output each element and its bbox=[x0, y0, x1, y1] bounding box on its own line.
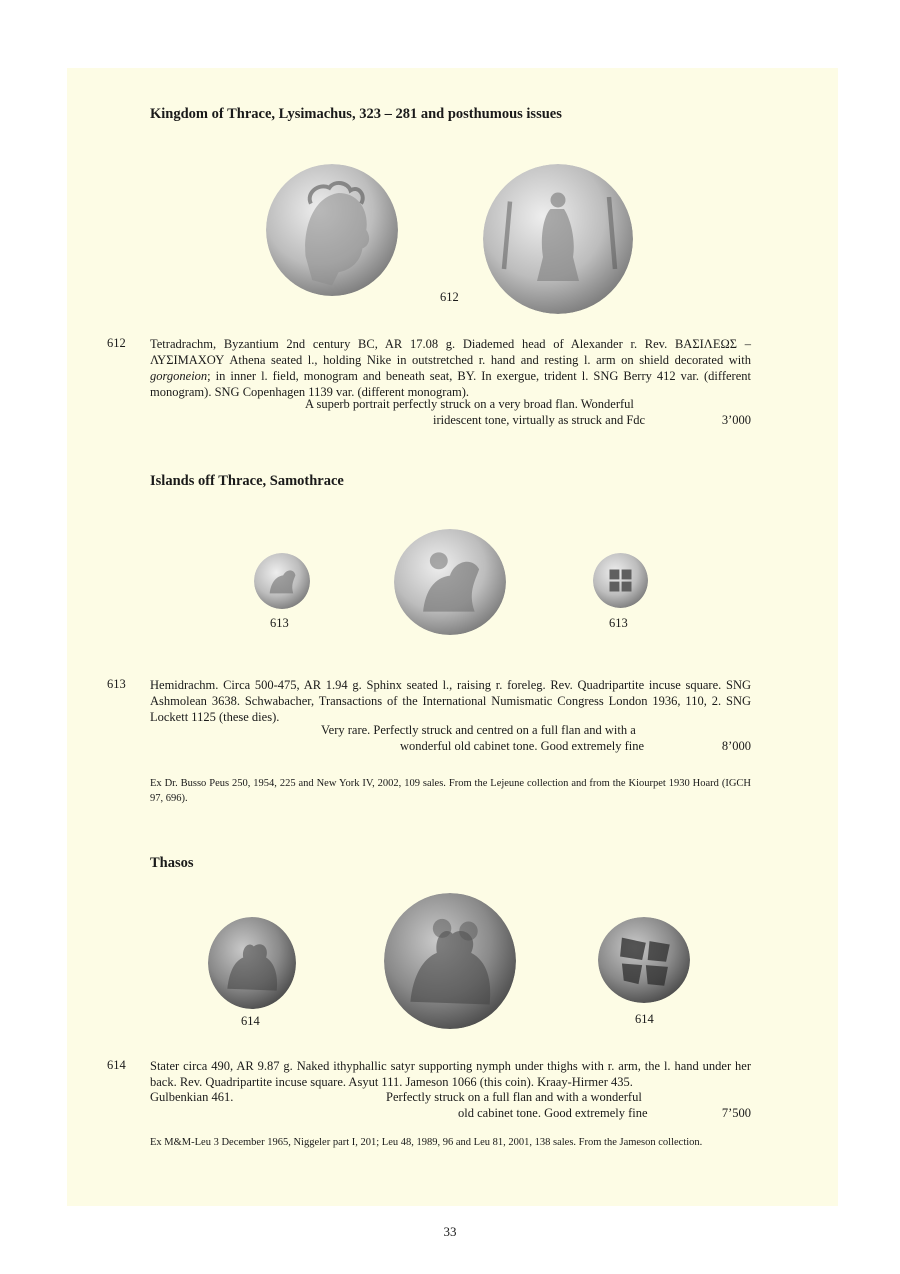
coin-614-obverse-enlarged-image bbox=[384, 893, 516, 1029]
lot-comment-line: wonderful old cabinet tone. Good extremely fine bbox=[400, 739, 645, 753]
image-caption: 614 bbox=[635, 1012, 654, 1026]
lot-comment-line: Perfectly struck on a full flan and with a wonderful bbox=[386, 1090, 642, 1104]
lot-provenance-note: Ex Dr. Busso Peus 250, 1954, 225 and New York IV, 2002, 109 sales. From the Lejeune collection and from the Kiourpet 1930 Hoard (IGCH 97, 696). bbox=[150, 778, 751, 804]
coin-613-reverse-image bbox=[593, 553, 648, 608]
coin-613-obverse-small-image bbox=[254, 553, 310, 609]
section-heading-thasos: Thasos bbox=[150, 855, 194, 871]
lot-estimate-price: 3’000 bbox=[721, 413, 751, 427]
coin-613-obverse-enlarged-image bbox=[394, 529, 506, 635]
catalogue-panel bbox=[67, 68, 838, 1206]
lot-comment-line: A superb portrait perfectly struck on a very broad flan. Wonderful bbox=[305, 397, 634, 411]
lot-comment-line: Very rare. Perfectly struck and centred on a full flan and with a bbox=[321, 723, 636, 737]
lot-provenance-note: Ex M&M-Leu 3 December 1965, Niggeler part I, 201; Leu 48, 1989, 96 and Leu 81, 2001, 138 sales. From the Jameson collection. bbox=[150, 1137, 703, 1148]
section-heading-lysimachus: Kingdom of Thrace, Lysimachus, 323 – 281 and posthumous issues bbox=[150, 106, 562, 122]
lot-description: Hemidrachm. Circa 500-475, AR 1.94 g. Sphinx seated l., raising r. foreleg. Rev. Quadripartite incuse square. SNG Ashmolean 3638. Schwabacher, Transactions of the International Numismatic Congress London 1936, 110, 2. SNG Lockett 1125 (these dies). bbox=[150, 678, 751, 724]
section-heading-samothrace: Islands off Thrace, Samothrace bbox=[150, 473, 344, 489]
page-number: 33 bbox=[443, 1224, 457, 1239]
lot-estimate-price: 7’500 bbox=[721, 1106, 751, 1120]
lot-number: 613 bbox=[107, 677, 126, 691]
image-caption: 613 bbox=[270, 616, 289, 630]
image-caption: 612 bbox=[440, 290, 459, 304]
image-caption: 613 bbox=[609, 616, 628, 630]
lot-number: 614 bbox=[107, 1058, 126, 1072]
coin-614-reverse-image bbox=[598, 917, 690, 1003]
image-caption: 614 bbox=[241, 1014, 260, 1028]
lot-description: Tetradrachm, Byzantium 2nd century BC, AR 17.08 g. Diademed head of Alexander r. Rev. ΒΑΣΙΛΕΩΣ – ΛΥΣΙΜΑΧΟΥ Athena seated l., holding Nike in outstretched r. hand and resting l. arm on shield decorated with gorgoneion; in inner l. field, monogram and beneath seat, BY. In exergue, trident l. SNG Berry 412 var. (different monogram). SNG Copenhagen 1139 var. (different monogram). bbox=[150, 337, 751, 399]
lot-number: 612 bbox=[107, 336, 126, 350]
lot-comment-line: old cabinet tone. Good extremely fine bbox=[458, 1106, 648, 1120]
coin-612-reverse-image bbox=[483, 164, 633, 314]
coin-612-obverse-image bbox=[266, 164, 398, 296]
lot-estimate-price: 8’000 bbox=[721, 739, 751, 753]
coin-614-obverse-image bbox=[208, 917, 296, 1009]
lot-description-last-line: Gulbenkian 461. bbox=[150, 1090, 234, 1104]
lot-description: Stater circa 490, AR 9.87 g. Naked ithyphallic satyr supporting nymph under thighs with r. arm, the l. hand under her back. Rev. Quadripartite incuse square. Asyut 111. Jameson 1066 (this coin). Kraay-Hirmer 435. bbox=[150, 1059, 751, 1089]
lot-comment-line: iridescent tone, virtually as struck and Fdc bbox=[433, 413, 646, 427]
